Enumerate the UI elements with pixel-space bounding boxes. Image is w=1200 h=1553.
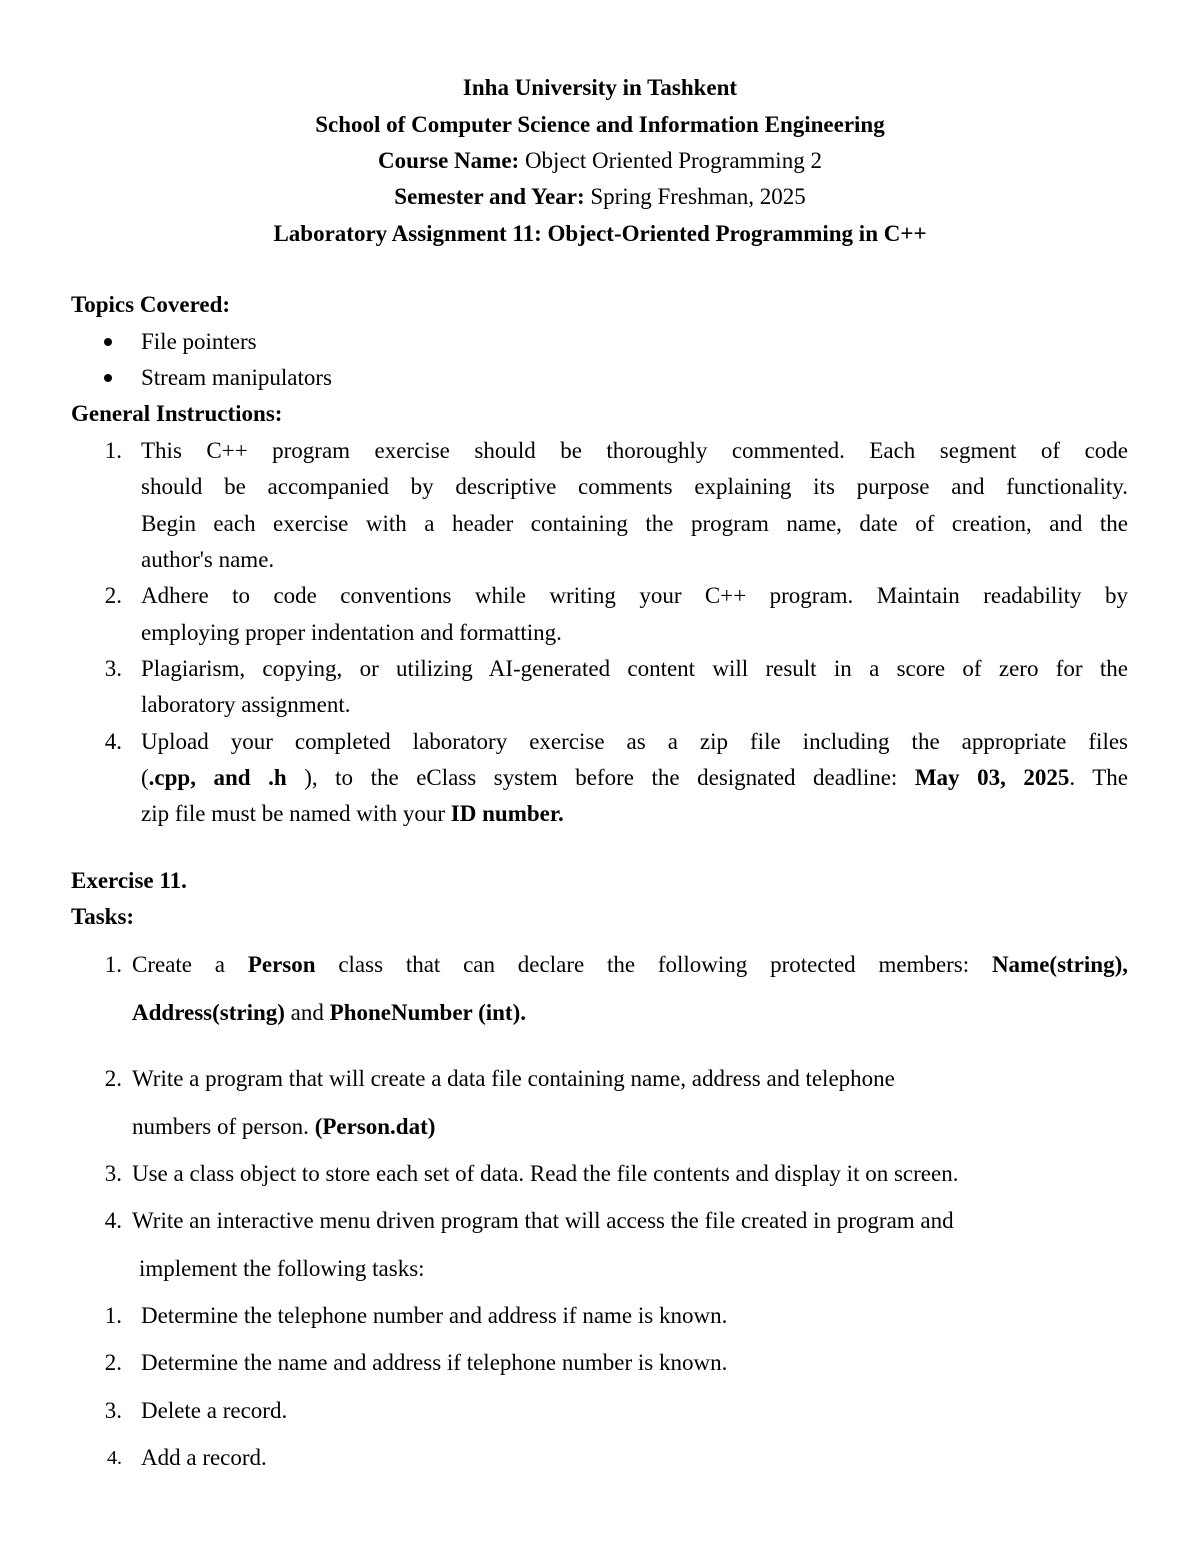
task-text-line (132, 1114, 435, 1140)
text-segment: ), to the eClass system before the designated deadline: (286, 765, 915, 790)
instruction-text-line (141, 801, 564, 827)
topics-heading: Topics Covered: (71, 292, 231, 317)
course-value: Object Oriented Programming 2 (524, 148, 822, 173)
task-number: 4. (104, 1208, 122, 1233)
member-address: Address(string) (132, 1000, 285, 1025)
deadline-date: May 03, 2025 (914, 765, 1070, 790)
instruction-number: 1. (104, 438, 122, 463)
member-phone: PhoneNumber (int). (329, 1000, 526, 1025)
file-types: .cpp, and .h (148, 765, 287, 790)
data-file-name: (Person.dat) (314, 1114, 436, 1139)
text-segment: numbers of person. (132, 1114, 315, 1139)
course-label: Course Name: (378, 148, 520, 173)
id-number-note: ID number. (450, 801, 564, 826)
text-segment: Create a (132, 952, 248, 977)
subtask-text: Add a record. (141, 1445, 267, 1470)
instruction-text-line: author's name. (141, 547, 275, 572)
task-text-line (132, 952, 1128, 978)
topic-item: File pointers (141, 329, 257, 354)
semester-label: Semester and Year: (394, 184, 585, 209)
member-name: Name(string), (991, 952, 1128, 977)
instruction-text-line (141, 765, 1128, 791)
task-number: 1. (104, 952, 122, 977)
assignment-title: Laboratory Assignment 11: Object-Oriented Programming in C++ (273, 221, 927, 246)
instruction-text-line: should be accompanied by descriptive comments explaining its purpose and functionality. (141, 474, 1128, 499)
subtask-number: 4. (107, 1447, 122, 1469)
text-segment: class that can declare the following protected members: (315, 952, 992, 977)
text-segment: zip file must be named with your (141, 801, 451, 826)
task-number: 2. (104, 1066, 122, 1091)
university-name: Inha University in Tashkent (462, 75, 738, 100)
subtask-number: 1. (104, 1303, 122, 1328)
task-text-line (132, 1000, 526, 1026)
subtask-text: Delete a record. (141, 1398, 288, 1423)
bullet-icon (103, 337, 115, 349)
instruction-text-line: Upload your completed laboratory exercise as a zip file including the appropriate files (141, 729, 1128, 754)
bullet-icon (103, 373, 115, 385)
task-text-line: Write a program that will create a data file containing name, address and telephone (132, 1066, 895, 1091)
instruction-text-line: Adhere to code conventions while writing your C++ program. Maintain readability by (141, 583, 1128, 608)
task-number: 3. (104, 1161, 122, 1186)
tasks-heading: Tasks: (71, 904, 135, 929)
subtask-number: 2. (104, 1350, 122, 1375)
instruction-number: 4. (104, 729, 122, 754)
task-text-line: implement the following tasks: (139, 1256, 425, 1281)
instruction-text-line: laboratory assignment. (141, 692, 351, 717)
instruction-number: 2. (104, 583, 122, 608)
instruction-number: 3. (104, 656, 122, 681)
subtask-number: 3. (104, 1398, 122, 1423)
task-text-line: Write an interactive menu driven program that will access the file created in program and (132, 1208, 954, 1233)
instruction-text-line: Plagiarism, copying, or utilizing AI-generated content will result in a score of zero for the (141, 656, 1128, 681)
instruction-text-line: Begin each exercise with a header containing the program name, date of creation, and the (141, 511, 1128, 536)
exercise-title: Exercise 11. (71, 868, 187, 893)
subtask-text: Determine the name and address if telephone number is known. (141, 1350, 728, 1375)
task-text-line: Use a class object to store each set of data. Read the file contents and display it on screen. (132, 1161, 959, 1186)
class-name: Person (247, 952, 316, 977)
text-segment: and (284, 1000, 330, 1025)
text-segment: . The (1069, 765, 1129, 790)
instruction-text-line: employing proper indentation and formatting. (141, 620, 562, 645)
subtask-text: Determine the telephone number and address if name is known. (141, 1303, 728, 1328)
semester-line (0, 184, 1200, 210)
instruction-text-line: This C++ program exercise should be thoroughly commented. Each segment of code (141, 438, 1128, 463)
instructions-heading: General Instructions: (71, 401, 283, 426)
text-segment: ( (141, 765, 149, 790)
topic-item: Stream manipulators (141, 365, 332, 390)
semester-value: Spring Freshman, 2025 (590, 184, 806, 209)
course-line (0, 148, 1200, 174)
school-name: School of Computer Science and Information Engineering (315, 112, 885, 137)
